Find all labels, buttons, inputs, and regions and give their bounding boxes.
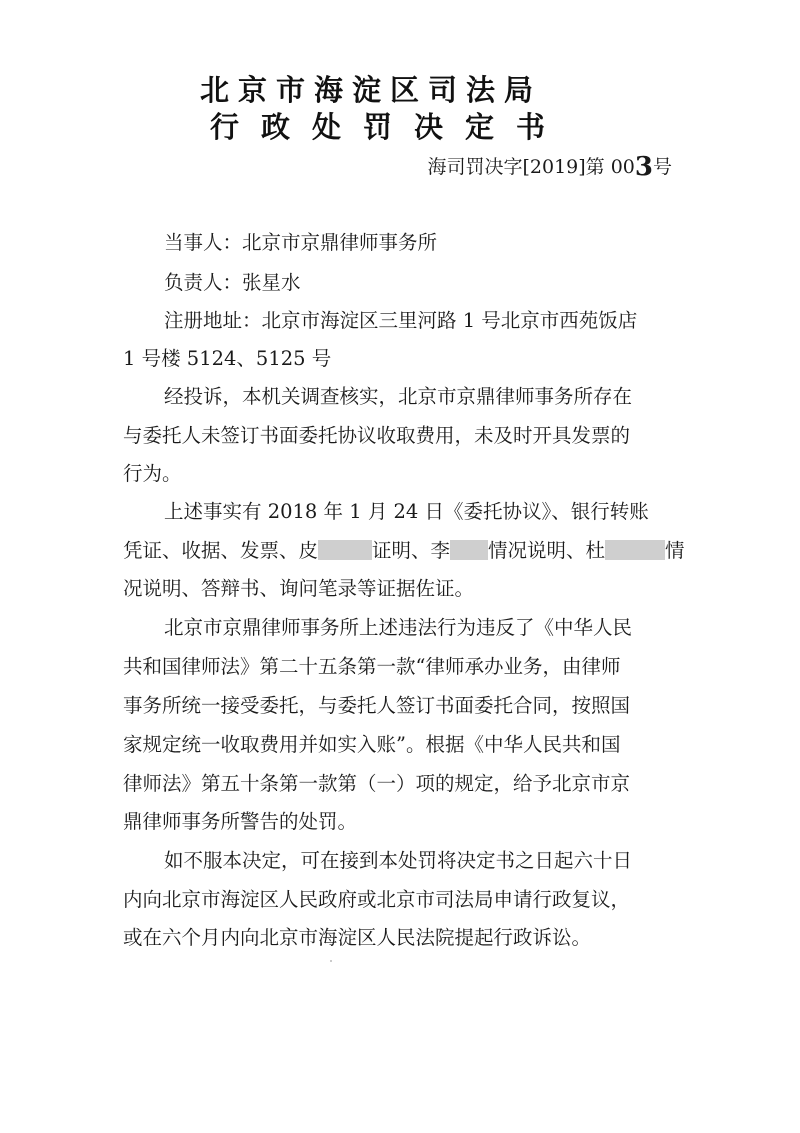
- para3-line: 鼎律师事务所警告的处罚。: [123, 810, 358, 833]
- para3-line: 家规定统一收取费用并如实入账”。根据《中华人民共和国: [123, 733, 621, 756]
- para4-line: 内向北京市海淀区人民政府或北京市司法局申请行政复议，: [123, 888, 631, 911]
- party-line: 当事人：北京市京鼎律师事务所: [164, 231, 438, 254]
- scan-speck: [330, 960, 332, 962]
- para2-line: 况说明、答辩书、询问笔录等证据佐证。: [123, 577, 475, 600]
- para3-line: 共和国律师法》第二十五条第一款“律师承办业务，由律师: [123, 655, 621, 678]
- redaction-block: [450, 540, 488, 560]
- document-number: [427, 150, 672, 180]
- doc-number-suffix: 号: [652, 156, 672, 178]
- para3-line: 律师法》第五十条第一款第（一）项的规定，给予北京市京: [123, 772, 631, 795]
- para2-line: 上述事实有 2018 年 1 月 24 日《委托协议》、银行转账: [164, 500, 649, 523]
- para4-line: 如不服本决定，可在接到本处罚将决定书之日起六十日: [164, 849, 633, 872]
- doc-number-prefix: 海司罚决字[2019]第 00: [427, 156, 635, 178]
- redaction-block: [605, 540, 665, 560]
- doc-number-digit: 3: [634, 152, 653, 182]
- para2-text: 证明、李: [372, 539, 451, 562]
- head-line: 负责人：张星水: [164, 271, 301, 294]
- para1-line: 行为。: [123, 462, 182, 485]
- address-line-1: 注册地址：北京市海淀区三里河路 1 号北京市西苑饭店: [164, 309, 638, 332]
- para2-line-redacted: [123, 535, 685, 563]
- para2-text: 凭证、收据、发票、皮: [123, 539, 319, 562]
- doc-title-line2: 行政处罚决定书: [210, 110, 568, 144]
- para1-line: 经投诉，本机关调查核实，北京市京鼎律师事务所存在: [164, 385, 633, 408]
- para2-text: 情: [665, 539, 685, 562]
- address-line-2: 1 号楼 5124、5125 号: [123, 347, 332, 370]
- para3-line: 事务所统一接受委托，与委托人签订书面委托合同，按照国: [123, 694, 631, 717]
- para1-line: 与委托人未签订书面委托协议收取费用，未及时开具发票的: [123, 424, 631, 447]
- para2-text: 情况说明、杜: [488, 539, 606, 562]
- doc-title-line1: 北京市海淀区司法局: [200, 73, 543, 107]
- redaction-block: [318, 540, 372, 560]
- para3-line: 北京市京鼎律师事务所上述违法行为违反了《中华人民: [164, 616, 633, 639]
- para4-line: 或在六个月内向北京市海淀区人民法院提起行政诉讼。: [123, 926, 592, 949]
